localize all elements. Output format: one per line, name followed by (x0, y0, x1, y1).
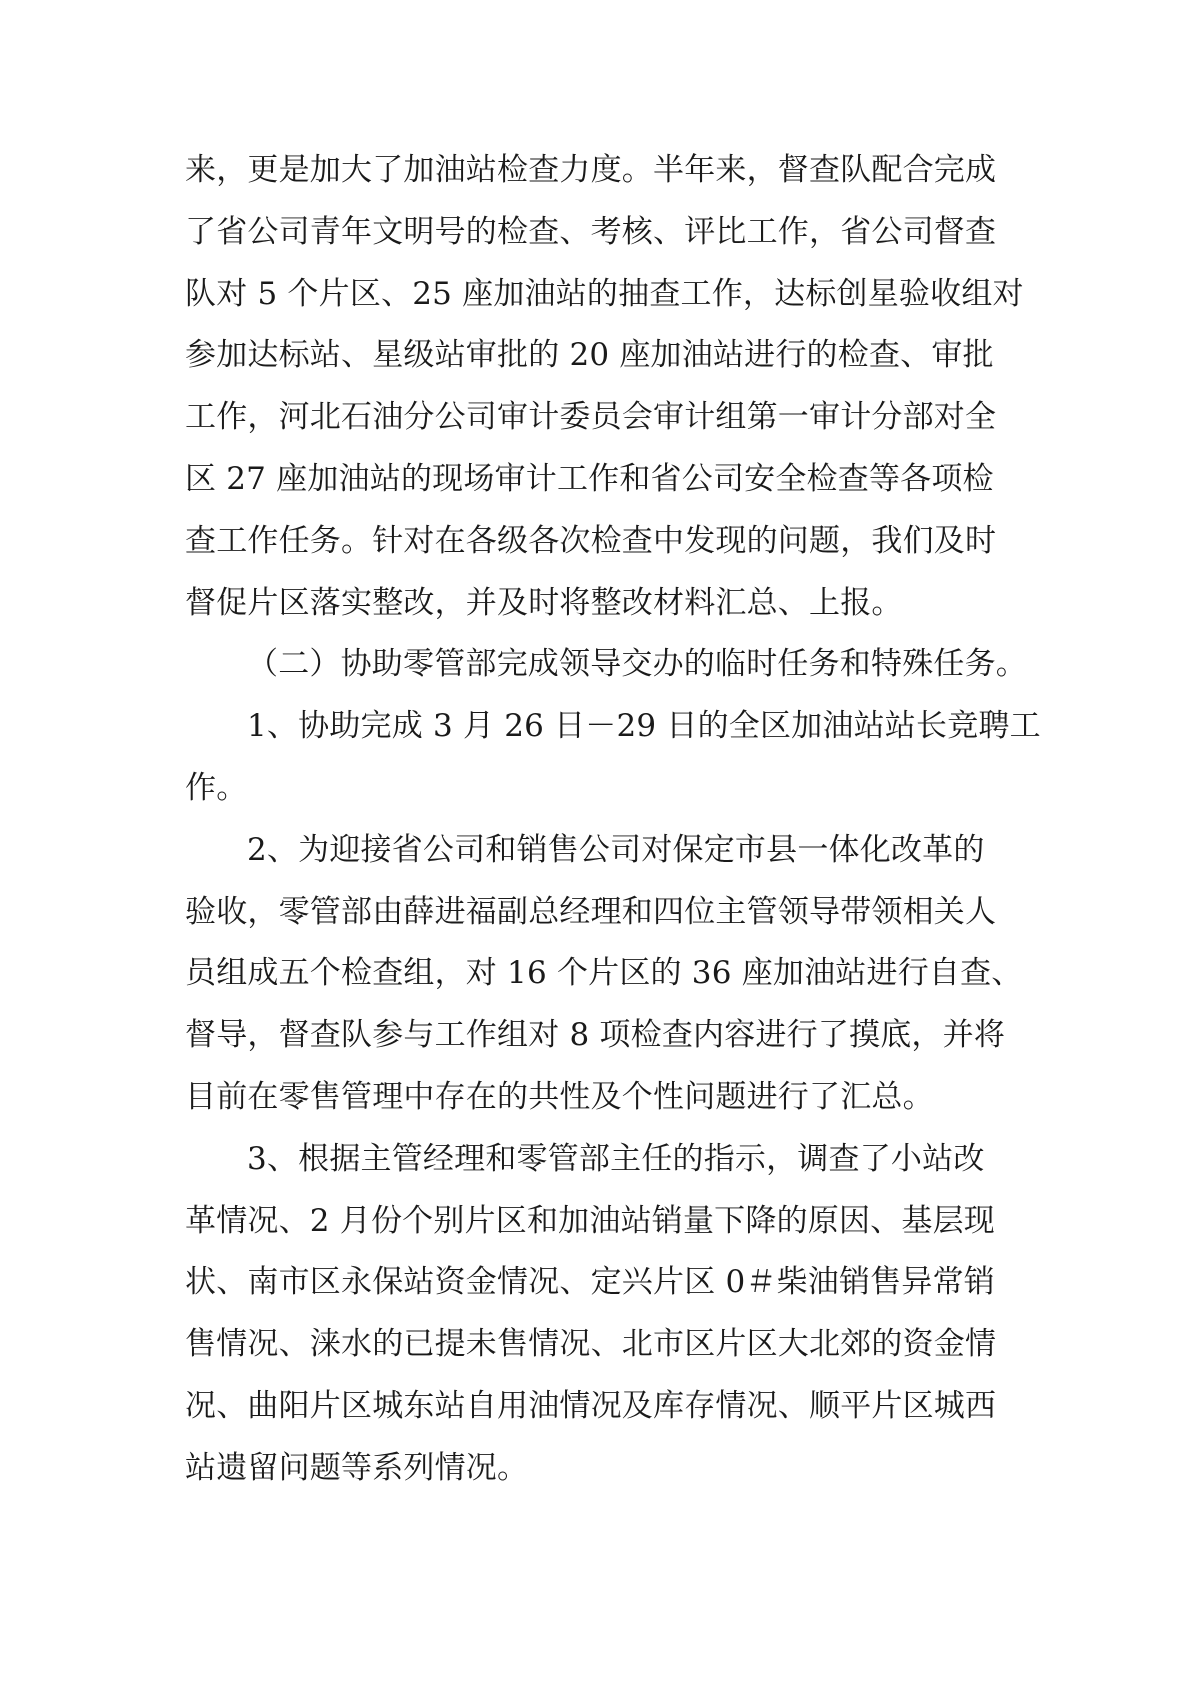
text-line: 2、为迎接省公司和销售公司对保定市县一体化改革的 (247, 831, 985, 868)
text-line: 1、协助完成 3 月 26 日－29 日的全区加油站站长竞聘工 (247, 708, 1041, 745)
text-line: 来，更是加大了加油站检查力度。半年来，督查队配合完成 (185, 152, 997, 188)
text-line: 区 27 座加油站的现场审计工作和省公司安全检查等各项检 (185, 460, 994, 497)
text-line: 售情况、涞水的已提未售情况、北市区片区大北郊的资金情 (185, 1326, 997, 1363)
text-line: 目前在零售管理中存在的共性及个性问题进行了汇总。 (185, 1078, 934, 1115)
text-line: 参加达标站、星级站审批的 20 座加油站进行的检查、审批 (185, 337, 994, 374)
text-line: 员组成五个检查组，对 16 个片区的 36 座加油站进行自查、 (185, 955, 1023, 992)
text-line: （二）协助零管部完成领导交办的临时任务和特殊任务。 (247, 646, 1027, 683)
text-line: 状、南市区永保站资金情况、定兴片区 0＃柴油销售异常销 (185, 1264, 995, 1301)
text-line: 督导，督查队参与工作组对 8 项检查内容进行了摸底，并将 (185, 1017, 1006, 1054)
document-page (185, 140, 1041, 1500)
text-line: 工作，河北石油分公司审计委员会审计组第一审计分部对全 (185, 399, 997, 436)
text-line: 作。 (185, 769, 248, 806)
text-line: 3、根据主管经理和零管部主任的指示，调查了小站改 (247, 1140, 985, 1177)
text-line: 验收，零管部由薛进福副总经理和四位主管领导带领相关人 (185, 893, 997, 930)
text-line: 革情况、2 月份个别片区和加油站销量下降的原因、基层现 (185, 1202, 995, 1239)
text-line: 督促片区落实整改，并及时将整改材料汇总、上报。 (185, 584, 903, 621)
text-line: 了省公司青年文明号的检查、考核、评比工作，省公司督查 (185, 213, 997, 250)
text-line: 站遗留问题等系列情况。 (185, 1449, 529, 1486)
text-line: 况、曲阳片区城东站自用油情况及库存情况、顺平片区城西 (185, 1387, 997, 1424)
text-line: 查工作任务。针对在各级各次检查中发现的问题，我们及时 (185, 522, 997, 559)
text-line: 队对 5 个片区、25 座加油站的抽查工作，达标创星验收组对 (185, 275, 1024, 312)
